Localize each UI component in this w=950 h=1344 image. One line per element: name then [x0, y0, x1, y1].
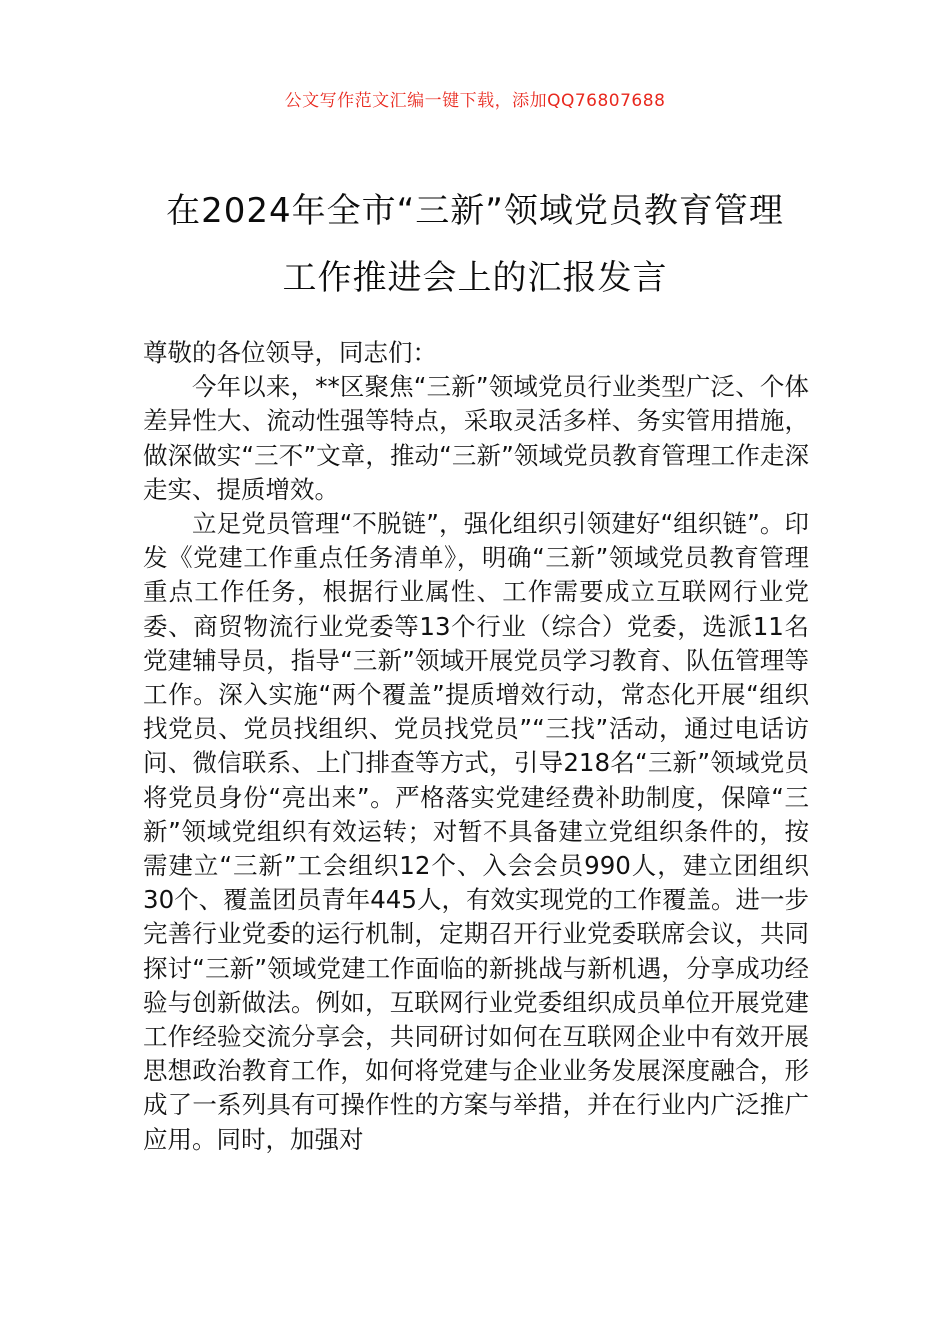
document-body — [143, 336, 809, 1157]
header-banner: 公文写作范文汇编一键下载，添加QQ76807688 — [284, 91, 666, 111]
document-title-line-1: 在2024年全市“三新”领域党员教育管理 — [166, 191, 784, 231]
paragraph-intro: 今年以来，**区聚焦“三新”领域党员行业类型广泛、个体差异性大、流动性强等特点，采取灵活多样、务实管用措施，做深做实“三不”文章，推动“三新”领域党员教育管理工作走深走实、提质增效。 — [143, 372, 809, 504]
paragraph-organization-chain: 立足党员管理“不脱链”，强化组织引领建好“组织链”。印发《党建工作重点任务清单》，明确“三新”领域党员教育管理重点工作任务，根据行业属性、工作需要成立互联网行业党委、商贸物流行业党委等13个行业（综合）党委，选派11名党建辅导员，指导“三新”领域开展党员学习教育、队伍管理等工作。深入实施“两个覆盖”提质增效行动，常态化开展“组织找党员、党员找组织、党员找党员”“三找”活动，通过电话访问、微信联系、上门排查等方式，引导218名“三新”领域党员将党员身份“亮出来”。严格落实党建经费补助制度，保障“三新”领域党组织有效运转；对暂不具备建立党组织条件的，按需建立“三新”工会组织12个、入会会员990人，建立团组织30个、覆盖团员青年445人，有效实现党的工作覆盖。进一步完善行业党委的运行机制，定期召开行业党委联席会议，共同探讨“三新”领域党建工作面临的新挑战与新机遇，分享成功经验与创新做法。例如，互联网行业党委组织成员单位开展党建工作经验交流分享会，共同研讨如何在互联网企业中有效开展思想政治教育工作，如何将党建与企业业务发展深度融合，形成了一系列具有可操作性的方案与举措，并在行业内广泛推广应用。同时，加强对 — [143, 509, 809, 1154]
document-title-line-2: 工作推进会上的汇报发言 — [282, 258, 668, 298]
salutation: 尊敬的各位领导，同志们： — [143, 338, 437, 367]
